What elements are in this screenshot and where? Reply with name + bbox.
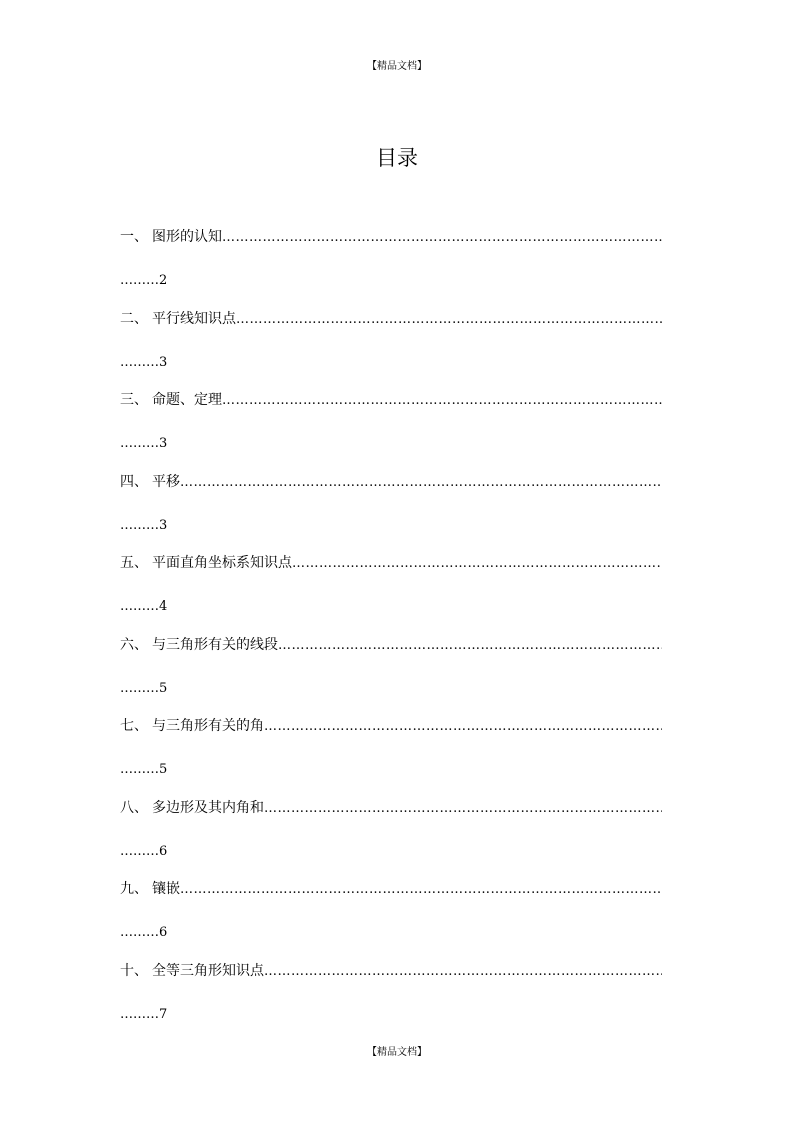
page-header: 【精品文档】 bbox=[367, 61, 427, 72]
toc-entry-page: 6 bbox=[159, 843, 168, 859]
toc-leader-prefix: ……… bbox=[120, 843, 159, 859]
page-title: 目录 bbox=[376, 146, 418, 170]
toc-leader-prefix: ……… bbox=[120, 273, 159, 288]
toc-leader-prefix: ……… bbox=[120, 762, 159, 777]
toc-entry-label[interactable]: 镶嵌 bbox=[152, 881, 180, 897]
toc-entry-page: 7 bbox=[159, 1006, 168, 1022]
toc-entry-page: 2 bbox=[159, 273, 168, 288]
toc-leader-prefix: ……… bbox=[120, 436, 159, 451]
toc-leader-prefix: ……… bbox=[120, 1006, 159, 1022]
toc-entry-label[interactable]: 与三角形有关的角 bbox=[152, 718, 264, 734]
toc-leader-prefix: ……… bbox=[120, 354, 159, 370]
toc-leader-dots bbox=[264, 719, 662, 734]
toc-entry-label[interactable]: 平移 bbox=[152, 473, 180, 490]
toc-entry-number: 八、 bbox=[120, 799, 148, 816]
toc-entry-label[interactable]: 多边形及其内角和 bbox=[152, 799, 264, 816]
toc-entry[interactable] bbox=[120, 715, 662, 797]
toc-leader-dots bbox=[236, 312, 662, 327]
toc-entry-page: 3 bbox=[159, 436, 168, 451]
toc-entry-label[interactable]: 命题、定理 bbox=[152, 392, 222, 408]
toc-leader-dots bbox=[278, 638, 662, 653]
toc-entry-page: 5 bbox=[159, 762, 168, 777]
toc-entry-number: 五、 bbox=[120, 555, 148, 571]
toc-entry-number: 二、 bbox=[120, 310, 148, 327]
toc-entry-number: 九、 bbox=[120, 881, 148, 897]
toc-entry-page: 3 bbox=[159, 517, 168, 533]
toc-entry-page: 5 bbox=[159, 680, 168, 696]
toc-entry-number: 三、 bbox=[120, 392, 148, 408]
toc-entry-label[interactable]: 图形的认知 bbox=[152, 229, 222, 245]
toc-entry[interactable] bbox=[120, 878, 662, 960]
toc-entry[interactable] bbox=[120, 226, 662, 308]
toc-entry-number: 十、 bbox=[120, 962, 148, 979]
toc-leader-prefix: ……… bbox=[120, 680, 159, 696]
toc-leader-dots bbox=[292, 556, 662, 571]
toc-leader-prefix: ……… bbox=[120, 599, 159, 614]
toc-entry-number: 一、 bbox=[120, 229, 148, 245]
toc-leader-prefix: ……… bbox=[120, 517, 159, 533]
table-of-contents bbox=[120, 226, 662, 1041]
toc-leader-dots bbox=[222, 393, 662, 408]
toc-leader-dots bbox=[264, 801, 662, 816]
toc-entry-label[interactable]: 平行线知识点 bbox=[152, 310, 236, 327]
toc-entry[interactable] bbox=[120, 471, 662, 553]
toc-entry-page: 6 bbox=[159, 925, 168, 940]
toc-entry-page: 3 bbox=[159, 354, 168, 370]
toc-entry-number: 四、 bbox=[120, 473, 148, 490]
toc-entry-label[interactable]: 平面直角坐标系知识点 bbox=[152, 555, 292, 571]
toc-entry[interactable] bbox=[120, 552, 662, 634]
toc-entry[interactable] bbox=[120, 389, 662, 471]
toc-entry-label[interactable]: 与三角形有关的线段 bbox=[152, 636, 278, 653]
toc-leader-dots bbox=[180, 475, 662, 490]
page-footer: 【精品文档】 bbox=[367, 1047, 427, 1058]
toc-entry-number: 七、 bbox=[120, 718, 148, 734]
toc-entry[interactable] bbox=[120, 797, 662, 879]
toc-leader-dots bbox=[264, 964, 662, 979]
toc-leader-prefix: ……… bbox=[120, 925, 159, 940]
toc-leader-dots bbox=[180, 882, 662, 897]
toc-entry[interactable] bbox=[120, 960, 662, 1042]
toc-entry[interactable] bbox=[120, 634, 662, 716]
toc-entry-page: 4 bbox=[159, 599, 168, 614]
toc-entry[interactable] bbox=[120, 308, 662, 390]
toc-entry-label[interactable]: 全等三角形知识点 bbox=[152, 962, 264, 979]
toc-entry-number: 六、 bbox=[120, 636, 148, 653]
toc-leader-dots bbox=[222, 230, 662, 245]
